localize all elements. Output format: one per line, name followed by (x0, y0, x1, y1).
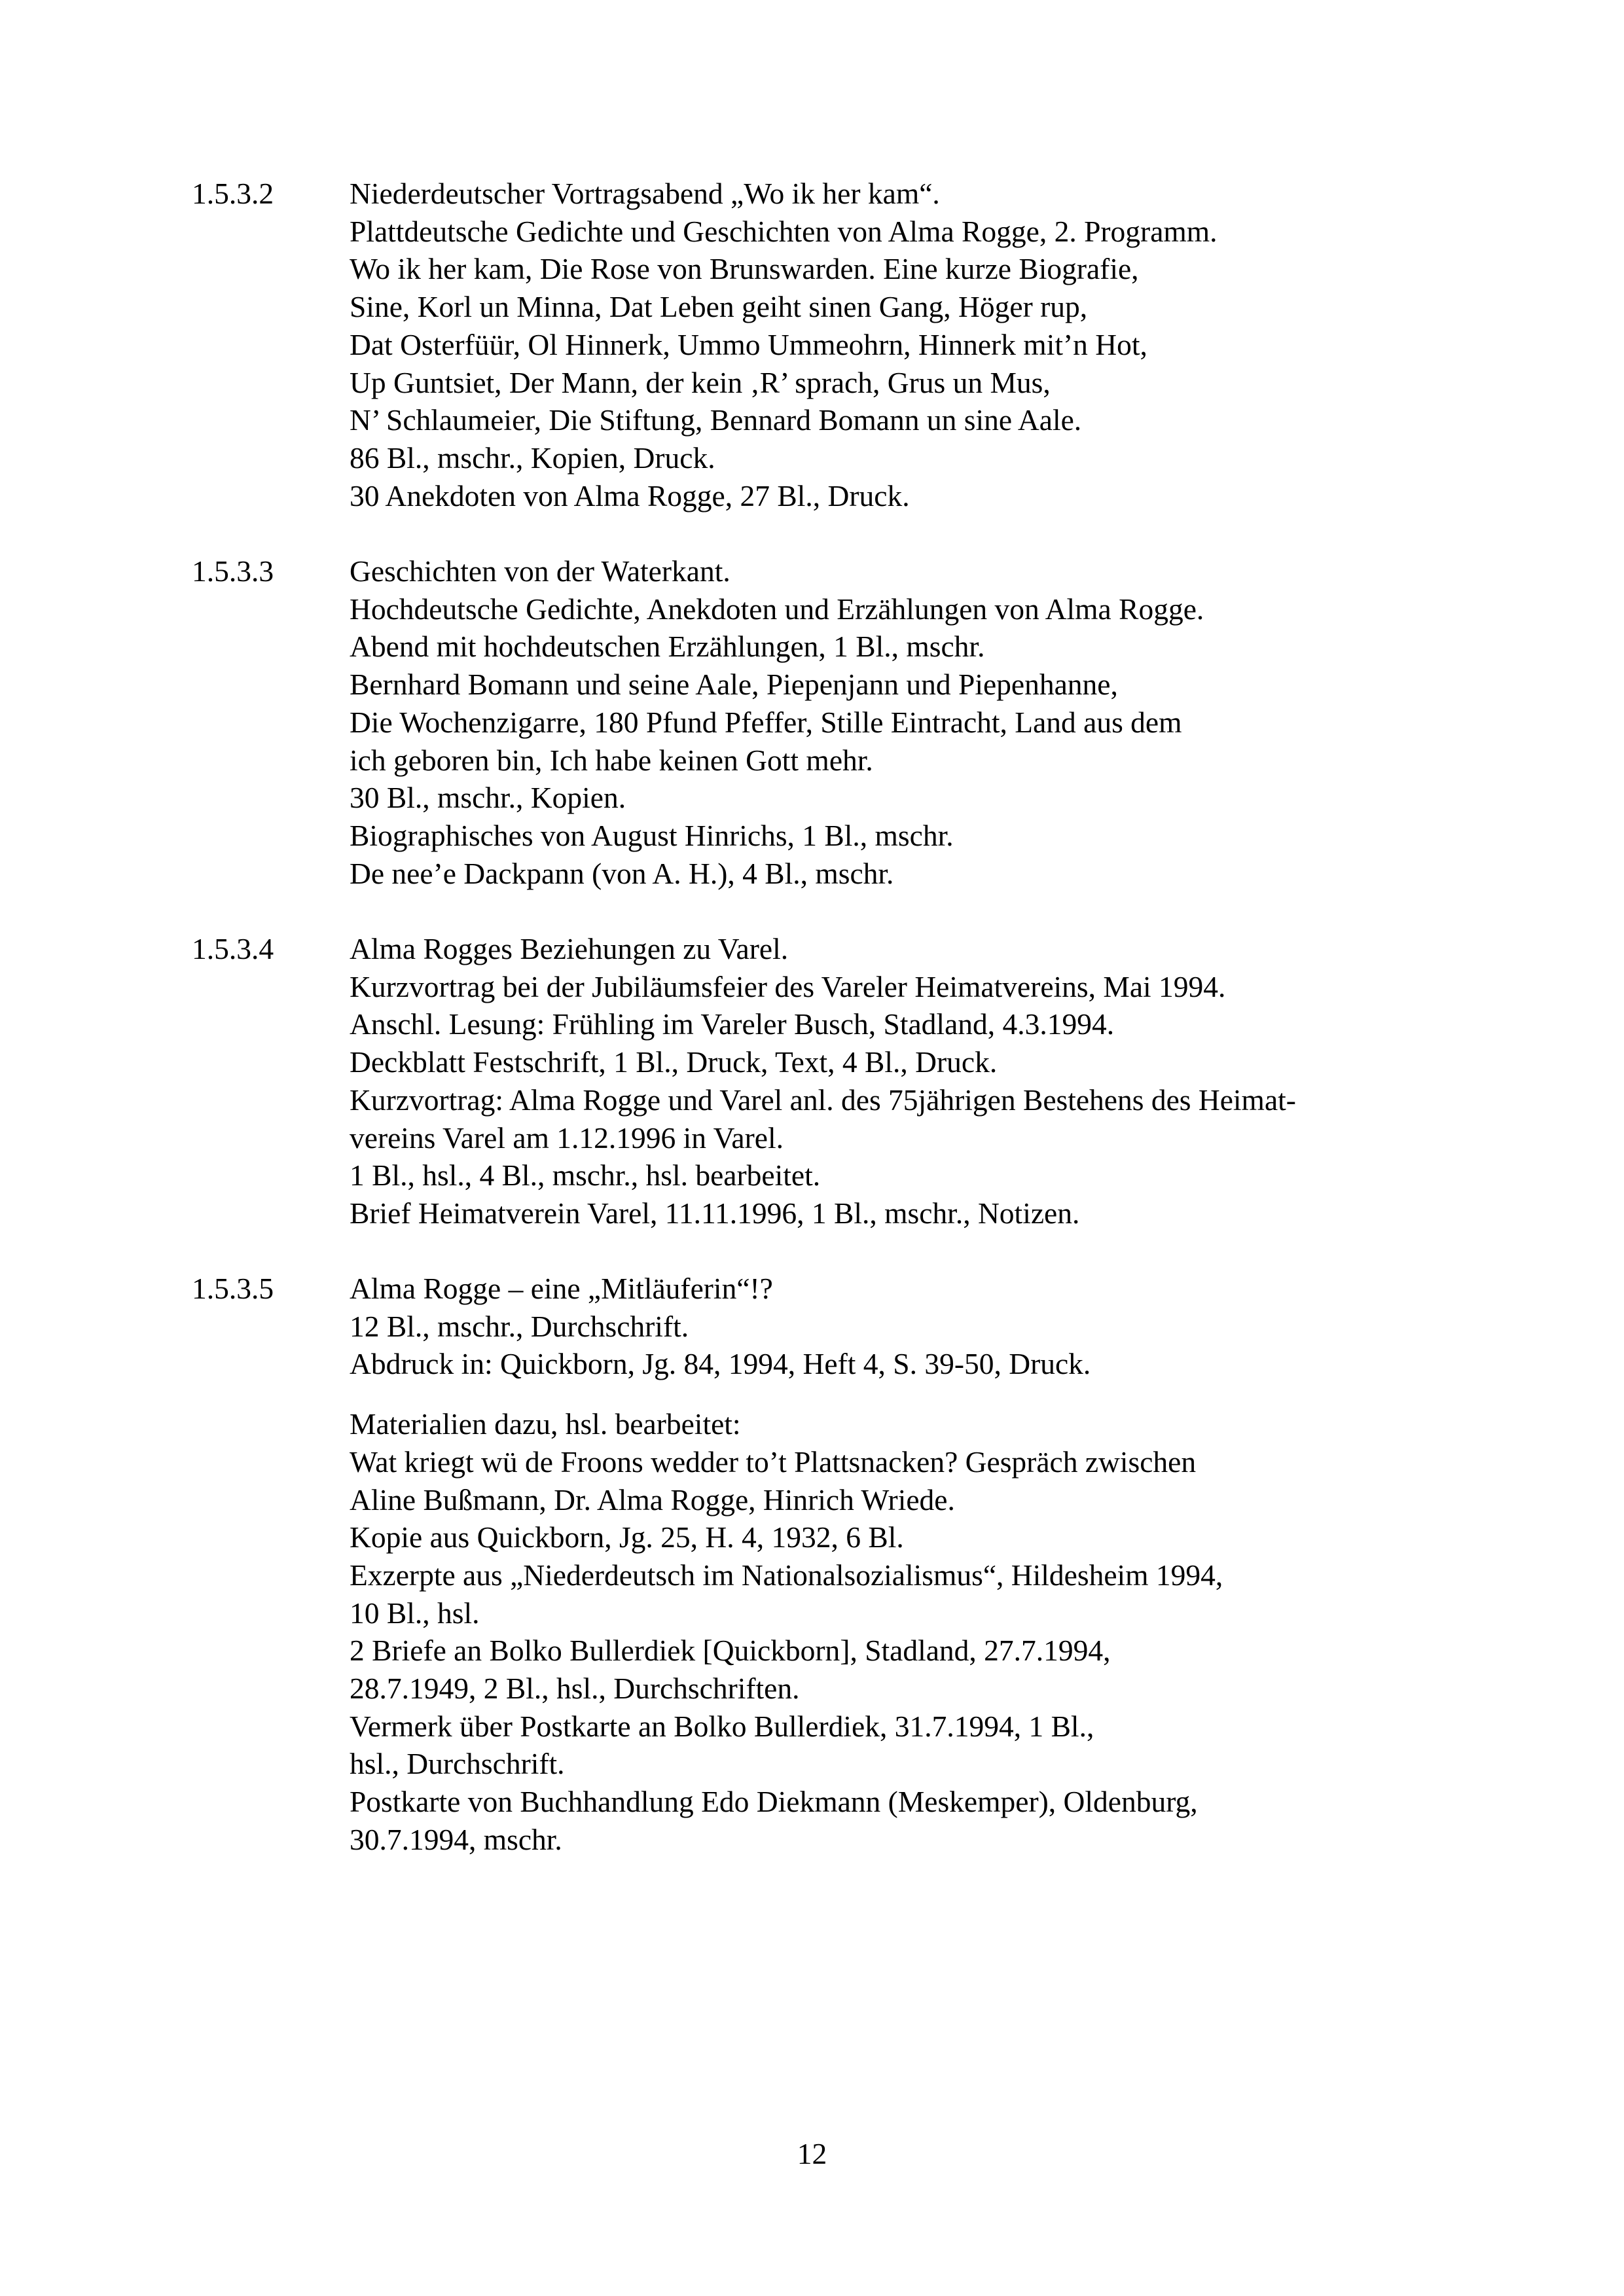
text-line: Kurzvortrag: Alma Rogge und Varel anl. des 75jährigen Bestehens des Heimat- (350, 1083, 1296, 1117)
text-line: Aline Bußmann, Dr. Alma Rogge, Hinrich Wriede. (350, 1482, 955, 1516)
text-line: Brief Heimatverein Varel, 11.11.1996, 1 Bl., mschr., Notizen. (350, 1196, 1080, 1230)
text-line: 30 Bl., mschr., Kopien. (350, 781, 626, 815)
entry-number: 1.5.3.3 (192, 554, 274, 588)
entry-main-block (350, 1270, 1223, 1383)
text-line: Abdruck in: Quickborn, Jg. 84, 1994, Heft 4, S. 39-50, Druck. (350, 1347, 1091, 1381)
text-line: Postkarte von Buchhandlung Edo Diekmann (Meskemper), Oldenburg, (350, 1785, 1198, 1819)
entry-number: 1.5.3.5 (192, 1272, 274, 1305)
text-line: Hochdeutsche Gedichte, Anekdoten und Erzählungen von Alma Rogge. (350, 592, 1204, 626)
entry-text (350, 552, 1204, 892)
text-line: Bernhard Bomann und seine Aale, Piepenjann und Piepenhanne, (350, 668, 1118, 702)
entry-title: Alma Rogge – eine „Mitläuferin“!? (350, 1272, 773, 1305)
text-line: 30 Anekdoten von Alma Rogge, 27 Bl., Druck. (350, 478, 910, 512)
text-line: Abend mit hochdeutschen Erzählungen, 1 Bl., mschr. (350, 630, 985, 664)
materials-heading: Materialien dazu, hsl. bearbeitet: (350, 1407, 741, 1441)
text-line: 30.7.1994, mschr. (350, 1822, 562, 1856)
text-line: Wat kriegt wü de Froons wedder to’t Plattsnacken? Gespräch zwischen (350, 1444, 1197, 1479)
text-line: Exzerpte aus „Niederdeutsch im Nationalsozialismus“, Hildesheim 1994, (350, 1558, 1223, 1592)
entry-title: Geschichten von der Waterkant. (350, 554, 731, 588)
text-line: Wo ik her kam, Die Rose von Brunswarden. Eine kurze Biografie, (350, 252, 1139, 286)
entry-number: 1.5.3.4 (192, 932, 274, 965)
materials-block (350, 1405, 1223, 1858)
entry-title: Alma Rogges Beziehungen zu Varel. (350, 932, 789, 965)
text-line: Biographisches von August Hinrichs, 1 Bl., mschr. (350, 818, 954, 852)
text-line: 86 Bl., mschr., Kopien, Druck. (350, 440, 715, 475)
text-line: Dat Osterfüür, Ol Hinnerk, Ummo Ummeohrn, Hinnerk mit’n Hot, (350, 327, 1147, 361)
entry-number: 1.5.3.2 (192, 177, 274, 210)
entry-text (350, 930, 1296, 1232)
text-line: 28.7.1949, 2 Bl., hsl., Durchschriften. (350, 1672, 800, 1706)
text-line: Plattdeutsche Gedichte und Geschichten von Alma Rogge, 2. Programm. (350, 214, 1218, 248)
text-line: Up Guntsiet, Der Mann, der kein ‚R’ sprach, Grus un Mus, (350, 365, 1051, 399)
text-line: Die Wochenzigarre, 180 Pfund Pfeffer, Stille Eintracht, Land aus dem (350, 705, 1182, 739)
entry-text (350, 175, 1218, 514)
text-line: ich geboren bin, Ich habe keinen Gott mehr. (350, 743, 873, 777)
text-line: Deckblatt Festschrift, 1 Bl., Druck, Text, 4 Bl., Druck. (350, 1045, 998, 1079)
text-line: Kurzvortrag bei der Jubiläumsfeier des Vareler Heimatvereins, Mai 1994. (350, 969, 1226, 1003)
text-line: N’ Schlaumeier, Die Stiftung, Bennard Bomann un sine Aale. (350, 403, 1082, 437)
text-line: hsl., Durchschrift. (350, 1747, 565, 1781)
text-line: 2 Briefe an Bolko Bullerdiek [Quickborn], Stadland, 27.7.1994, (350, 1634, 1111, 1668)
text-line: Kopie aus Quickborn, Jg. 25, H. 4, 1932, 6 Bl. (350, 1520, 904, 1554)
text-line: Sine, Korl un Minna, Dat Leben geiht sinen Gang, Höger rup, (350, 290, 1088, 324)
text-line: vereins Varel am 1.12.1996 in Varel. (350, 1121, 784, 1155)
text-line: 12 Bl., mschr., Durchschrift. (350, 1309, 689, 1343)
entry-title: Niederdeutscher Vortragsabend „Wo ik her kam“. (350, 177, 940, 210)
text-line: Vermerk über Postkarte an Bolko Bullerdiek, 31.7.1994, 1 Bl., (350, 1709, 1094, 1743)
text-line: 10 Bl., hsl. (350, 1596, 480, 1630)
text-line: 1 Bl., hsl., 4 Bl., mschr., hsl. bearbeitet. (350, 1158, 821, 1193)
text-line: Anschl. Lesung: Frühling im Vareler Busch, Stadland, 4.3.1994. (350, 1007, 1115, 1041)
page-number: 12 (797, 2137, 827, 2170)
entry-text (350, 1270, 1223, 1859)
block-spacer (350, 1383, 1223, 1405)
text-line: De nee’e Dackpann (von A. H.), 4 Bl., mschr. (350, 856, 894, 890)
